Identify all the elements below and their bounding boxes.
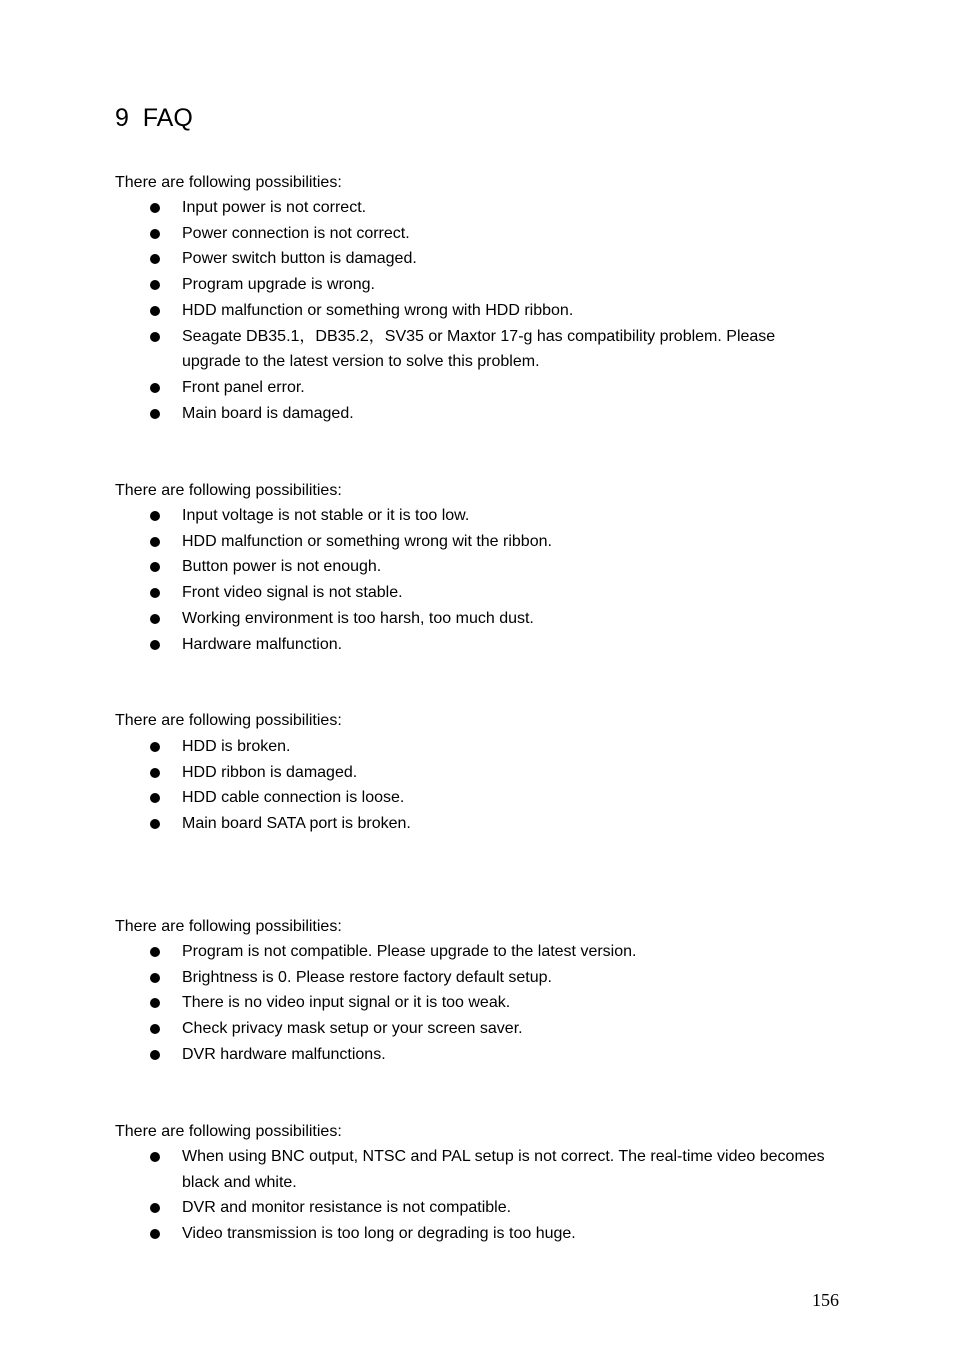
list-item-text: Input voltage is not stable or it is too low.	[182, 507, 470, 524]
list-item	[115, 375, 835, 401]
list-item	[115, 990, 835, 1016]
list-item-text: HDD cable connection is loose.	[182, 789, 405, 807]
section-intro: There are following possibilities:	[115, 918, 342, 935]
bullet-list	[115, 1144, 835, 1247]
bullet-icon	[150, 280, 160, 290]
list-item	[115, 811, 835, 837]
bullet-icon	[150, 511, 160, 521]
bullet-icon	[150, 973, 160, 983]
list-item-text: Front video signal is not stable.	[182, 584, 403, 602]
list-item	[115, 195, 835, 221]
list-item	[115, 324, 835, 375]
bullet-icon	[150, 640, 160, 650]
list-item	[115, 298, 835, 324]
bullet-list	[115, 195, 835, 426]
list-item-text: HDD malfunction or something wrong with HDD ribbon.	[182, 301, 574, 319]
list-item-text: Main board is damaged.	[182, 404, 354, 422]
bullet-icon	[150, 947, 160, 957]
list-item-text: Working environment is too harsh, too much dust.	[182, 609, 534, 627]
bullet-icon	[150, 254, 160, 264]
list-item	[115, 939, 835, 965]
list-item	[115, 606, 835, 632]
list-item	[115, 1144, 835, 1195]
list-item-text: HDD is broken.	[182, 738, 291, 755]
section-intro: There are following possibilities:	[115, 482, 342, 499]
bullet-icon	[150, 742, 160, 752]
bullet-icon	[150, 229, 160, 239]
section-intro: There are following possibilities:	[115, 174, 342, 191]
list-item	[115, 580, 835, 606]
bullet-icon	[150, 1152, 160, 1162]
list-item	[115, 221, 835, 247]
list-item	[115, 965, 835, 991]
bullet-icon	[150, 614, 160, 624]
bullet-icon	[150, 562, 160, 572]
bullet-icon	[150, 1229, 160, 1239]
list-item	[115, 1221, 835, 1247]
list-item	[115, 401, 835, 427]
list-item-text: Brightness is 0. Please restore factory default setup.	[182, 968, 552, 986]
bullet-icon	[150, 306, 160, 316]
list-item-text: Video transmission is too long or degrading is too huge.	[182, 1225, 576, 1243]
bullet-list	[115, 503, 835, 657]
list-item-text: Program is not compatible. Please upgrade to the latest version.	[182, 943, 637, 960]
list-item-text: DVR and monitor resistance is not compatible.	[182, 1199, 512, 1217]
bullet-icon	[150, 588, 160, 598]
bullet-list	[115, 734, 835, 837]
list-item-text: DVR hardware malfunctions.	[182, 1045, 386, 1063]
list-item	[115, 1016, 835, 1042]
list-item	[115, 554, 835, 580]
bullet-icon	[150, 332, 160, 342]
list-item-text: Main board SATA port is broken.	[182, 815, 411, 833]
bullet-list	[115, 939, 835, 1068]
list-item-text: Power connection is not correct.	[182, 224, 410, 242]
list-item-text: Power switch button is damaged.	[182, 250, 417, 268]
list-item	[115, 1042, 835, 1068]
bullet-icon	[150, 1024, 160, 1034]
list-item-text: Button power is not enough.	[182, 558, 382, 576]
list-item	[115, 785, 835, 811]
bullet-icon	[150, 1203, 160, 1213]
bullet-icon	[150, 1050, 160, 1060]
list-item	[115, 272, 835, 298]
list-item-text: When using BNC output, NTSC and PAL setup is not correct. The real-time video becomes black and white.	[182, 1148, 825, 1191]
bullet-icon	[150, 768, 160, 778]
bullet-icon	[150, 203, 160, 213]
list-item-text: HDD ribbon is damaged.	[182, 763, 358, 781]
list-item-text: Input power is not correct.	[182, 199, 367, 216]
list-item	[115, 246, 835, 272]
bullet-icon	[150, 793, 160, 803]
list-item	[115, 1195, 835, 1221]
list-item	[115, 734, 835, 760]
list-item-text: Check privacy mask setup or your screen saver.	[182, 1020, 523, 1038]
bullet-icon	[150, 383, 160, 393]
section-intro: There are following possibilities:	[115, 1123, 342, 1140]
page-number: 156	[812, 1290, 839, 1310]
list-item-text: Hardware malfunction.	[182, 635, 343, 653]
list-item	[115, 760, 835, 786]
section-intro: There are following possibilities:	[115, 712, 342, 729]
list-item	[115, 529, 835, 555]
list-item-text: Program upgrade is wrong.	[182, 276, 375, 294]
list-item-text: There is no video input signal or it is too weak.	[182, 994, 511, 1012]
bullet-icon	[150, 409, 160, 419]
bullet-icon	[150, 537, 160, 547]
list-item-text: Front panel error.	[182, 378, 305, 396]
bullet-icon	[150, 998, 160, 1008]
list-item	[115, 503, 835, 529]
list-item	[115, 632, 835, 658]
list-item-text: Seagate DB35.1，DB35.2，SV35 or Maxtor 17-g has compatibility problem. Please upgrade to the latest version to solve this problem.	[182, 327, 776, 371]
page-title: 9 FAQ	[115, 104, 193, 132]
bullet-icon	[150, 819, 160, 829]
list-item-text: HDD malfunction or something wrong wit the ribbon.	[182, 532, 552, 550]
